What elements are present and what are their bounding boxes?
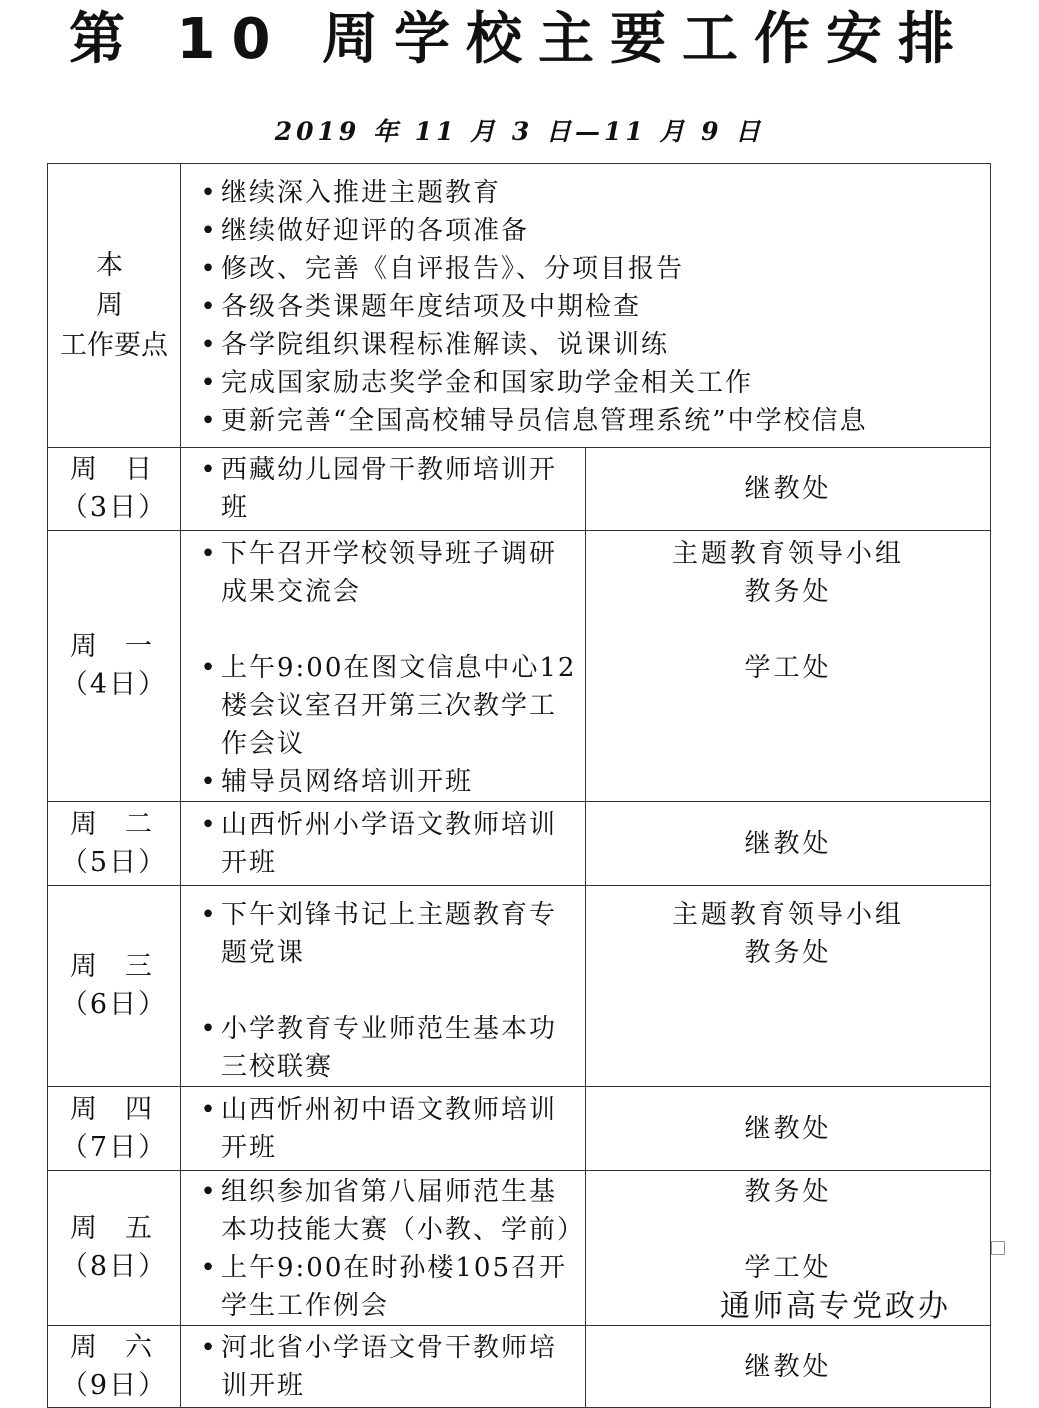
department: 主题教育领导小组 (671, 539, 904, 569)
activity-item: • 组织参加省第八届师范生基本功技能大赛（小教、学前） (197, 1173, 579, 1249)
bullet-icon: • (200, 809, 218, 840)
day-cell (48, 886, 181, 1087)
bullet-icon: • (200, 405, 218, 436)
bullet-icon: • (200, 1014, 218, 1044)
date-range: 2019 年 11 月 3 日—11 月 9 日 (274, 117, 765, 146)
summary-label-cell (48, 164, 181, 448)
department-cell (586, 802, 991, 886)
issuer-signature: 通师高专党政办 (720, 1289, 951, 1324)
day-cell (48, 1326, 181, 1408)
department: 继教处 (744, 1351, 832, 1382)
summary-label (48, 246, 183, 366)
department-cell (586, 886, 991, 1087)
activity-item: • 下午刘锋书记上主题教育专题党课 (197, 896, 579, 972)
activity-item: • 下午召开学校领导班子调研成果交流会 (197, 535, 579, 611)
activity-item: • 西藏幼儿园骨干教师培训开班 (197, 451, 579, 527)
day-date: （9日） (60, 1369, 168, 1401)
department: 主题教育领导小组 (671, 900, 904, 930)
department: 教务处 (744, 1177, 832, 1207)
summary-item: • 各学院组织课程标准解读、说课训练 (197, 326, 984, 364)
summary-item: • 修改、完善《自评报告》、分项目报告 (197, 250, 984, 288)
day-date: （3日） (60, 492, 168, 523)
department: 继教处 (744, 1113, 832, 1144)
activity-cell (181, 886, 586, 1087)
summary-item: • 继续深入推进主题教育 (197, 174, 984, 212)
day-name: 周一 (70, 631, 180, 662)
activity-item: • 山西忻州小学语文教师培训开班 (197, 806, 579, 882)
department-cell (586, 448, 991, 531)
bullet-icon: • (200, 215, 218, 246)
activity-item: • 上午9:00在图文信息中心12楼会议室召开第三次教学工作会议 (197, 649, 579, 763)
bullet-icon: • (200, 367, 218, 398)
day-cell (48, 1171, 181, 1326)
day-date: （8日） (60, 1251, 168, 1282)
bullet-icon: • (200, 653, 218, 683)
department: 继教处 (744, 474, 832, 504)
page-title: 第 10 周学校主要工作安排 (69, 7, 970, 72)
day-row-wednesday (48, 886, 991, 1087)
bullet-icon: • (200, 539, 218, 569)
department: 继教处 (744, 828, 832, 859)
day-cell (48, 448, 181, 531)
day-name: 周二 (70, 808, 180, 840)
bullet-icon: • (200, 1253, 218, 1283)
bullet-icon: • (200, 253, 218, 284)
summary-item: • 继续做好迎评的各项准备 (197, 212, 984, 250)
bullet-icon: • (200, 1332, 218, 1363)
summary-label-line2: 工作要点 (60, 329, 168, 361)
day-row-thursday (48, 1087, 991, 1171)
day-row-saturday (48, 1326, 991, 1408)
table-resize-handle[interactable] (991, 1241, 1005, 1255)
activity-cell (181, 1087, 586, 1171)
day-name: 周四 (70, 1093, 180, 1125)
summary-item: • 更新完善“全国高校辅导员信息管理系统”中学校信息 (197, 402, 984, 440)
activity-item: • 辅导员网络培训开班 (197, 763, 579, 801)
summary-item: • 各级各类课题年度结项及中期检查 (197, 288, 984, 326)
department-cell (586, 531, 991, 802)
summary-label-line1: 本周 (96, 249, 183, 321)
day-name: 周五 (70, 1213, 180, 1244)
day-cell (48, 531, 181, 802)
bullet-icon: • (200, 900, 218, 930)
summary-items-cell (181, 164, 991, 448)
day-date: （4日） (60, 669, 168, 700)
bullet-icon: • (200, 767, 218, 797)
activity-cell (181, 1326, 586, 1408)
activity-item: • 山西忻州初中语文教师培训开班 (197, 1091, 579, 1167)
activity-cell (181, 531, 586, 802)
bullet-icon: • (200, 1094, 218, 1125)
day-date: （7日） (60, 1131, 168, 1163)
day-row-sunday (48, 448, 991, 531)
day-cell (48, 802, 181, 886)
department: 学工处 (744, 1253, 832, 1283)
activity-cell (181, 802, 586, 886)
department: 教务处 (744, 577, 832, 607)
day-name: 周六 (70, 1331, 180, 1363)
day-name: 周日 (70, 454, 180, 485)
activity-item: • 小学教育专业师范生基本功三校联赛 (197, 1010, 579, 1086)
day-date: （5日） (60, 846, 168, 878)
bullet-icon: • (200, 329, 218, 360)
summary-row (48, 164, 991, 448)
bullet-icon: • (200, 291, 218, 322)
activity-cell (181, 1171, 586, 1326)
department-cell (586, 1087, 991, 1171)
activity-cell (181, 448, 586, 531)
activity-item: • 河北省小学语文骨干教师培训开班 (197, 1329, 579, 1405)
bullet-icon: • (200, 1177, 218, 1207)
day-row-monday (48, 531, 991, 802)
department: 教务处 (744, 938, 832, 968)
bullet-icon: • (200, 177, 218, 208)
schedule-table (47, 163, 991, 1408)
day-name: 周三 (70, 951, 180, 982)
summary-item: • 完成国家励志奖学金和国家助学金相关工作 (197, 364, 984, 402)
day-cell (48, 1087, 181, 1171)
activity-item: • 上午9:00在时孙楼105召开学生工作例会 (197, 1249, 579, 1325)
day-date: （6日） (60, 989, 168, 1020)
department: 学工处 (744, 653, 832, 683)
day-row-tuesday (48, 802, 991, 886)
department-cell (586, 1326, 991, 1408)
bullet-icon: • (200, 455, 218, 485)
